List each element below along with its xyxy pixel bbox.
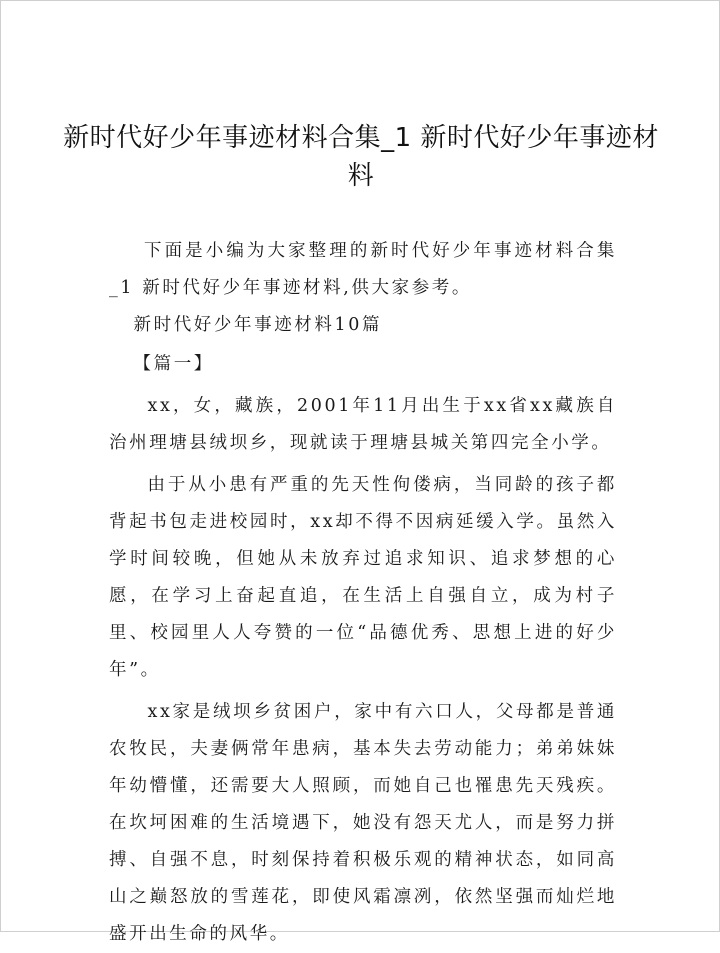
subtitle-line: 新时代好少年事迹材料10篇 [133, 315, 383, 335]
section-heading: 【篇一】 [133, 354, 214, 374]
body-paragraph: xx家是绒坝乡贫困户，家中有六口人，父母都是普通农牧民，夫妻俩常年患病，基本失去劳动能力；弟弟妹妹年幼懵懂，还需要大人照顾，而她自己也罹患先天残疾。在坎坷困难的生活境遇下，她没有怨天尤人，而是努力拼搏、自强不息，时刻保持着积极乐观的精神状态，如同高山之巅怒放的雪莲花，即使风霜凛冽，依然坚强而灿烂地盛开出生命的风华。 [109, 702, 617, 944]
document-body [109, 233, 617, 953]
body-paragraph: 由于从小患有严重的先天性佝偻病，当同龄的孩子都背起书包走进校园时，xx却不得不因病延缓入学。虽然入学时间较晚，但她从未放弃过追求知识、追求梦想的心愿，在学习上奋起直追，在生活上自强自立，成为村子里、校园里人人夸赞的一位“品德优秀、思想上进的好少年”。 [109, 475, 617, 680]
document-title: 新时代好少年事迹材料合集_1 新时代好少年事迹材料 [63, 123, 659, 191]
body-paragraph: xx，女，藏族，2001年11月出生于xx省xx藏族自治州理塘县绒坝乡，现就读于理塘县城关第四完全小学。 [109, 396, 617, 453]
intro-paragraph: 下面是小编为大家整理的新时代好少年事迹材料合集_1 新时代好少年事迹材料,供大家参考。 [109, 241, 617, 298]
